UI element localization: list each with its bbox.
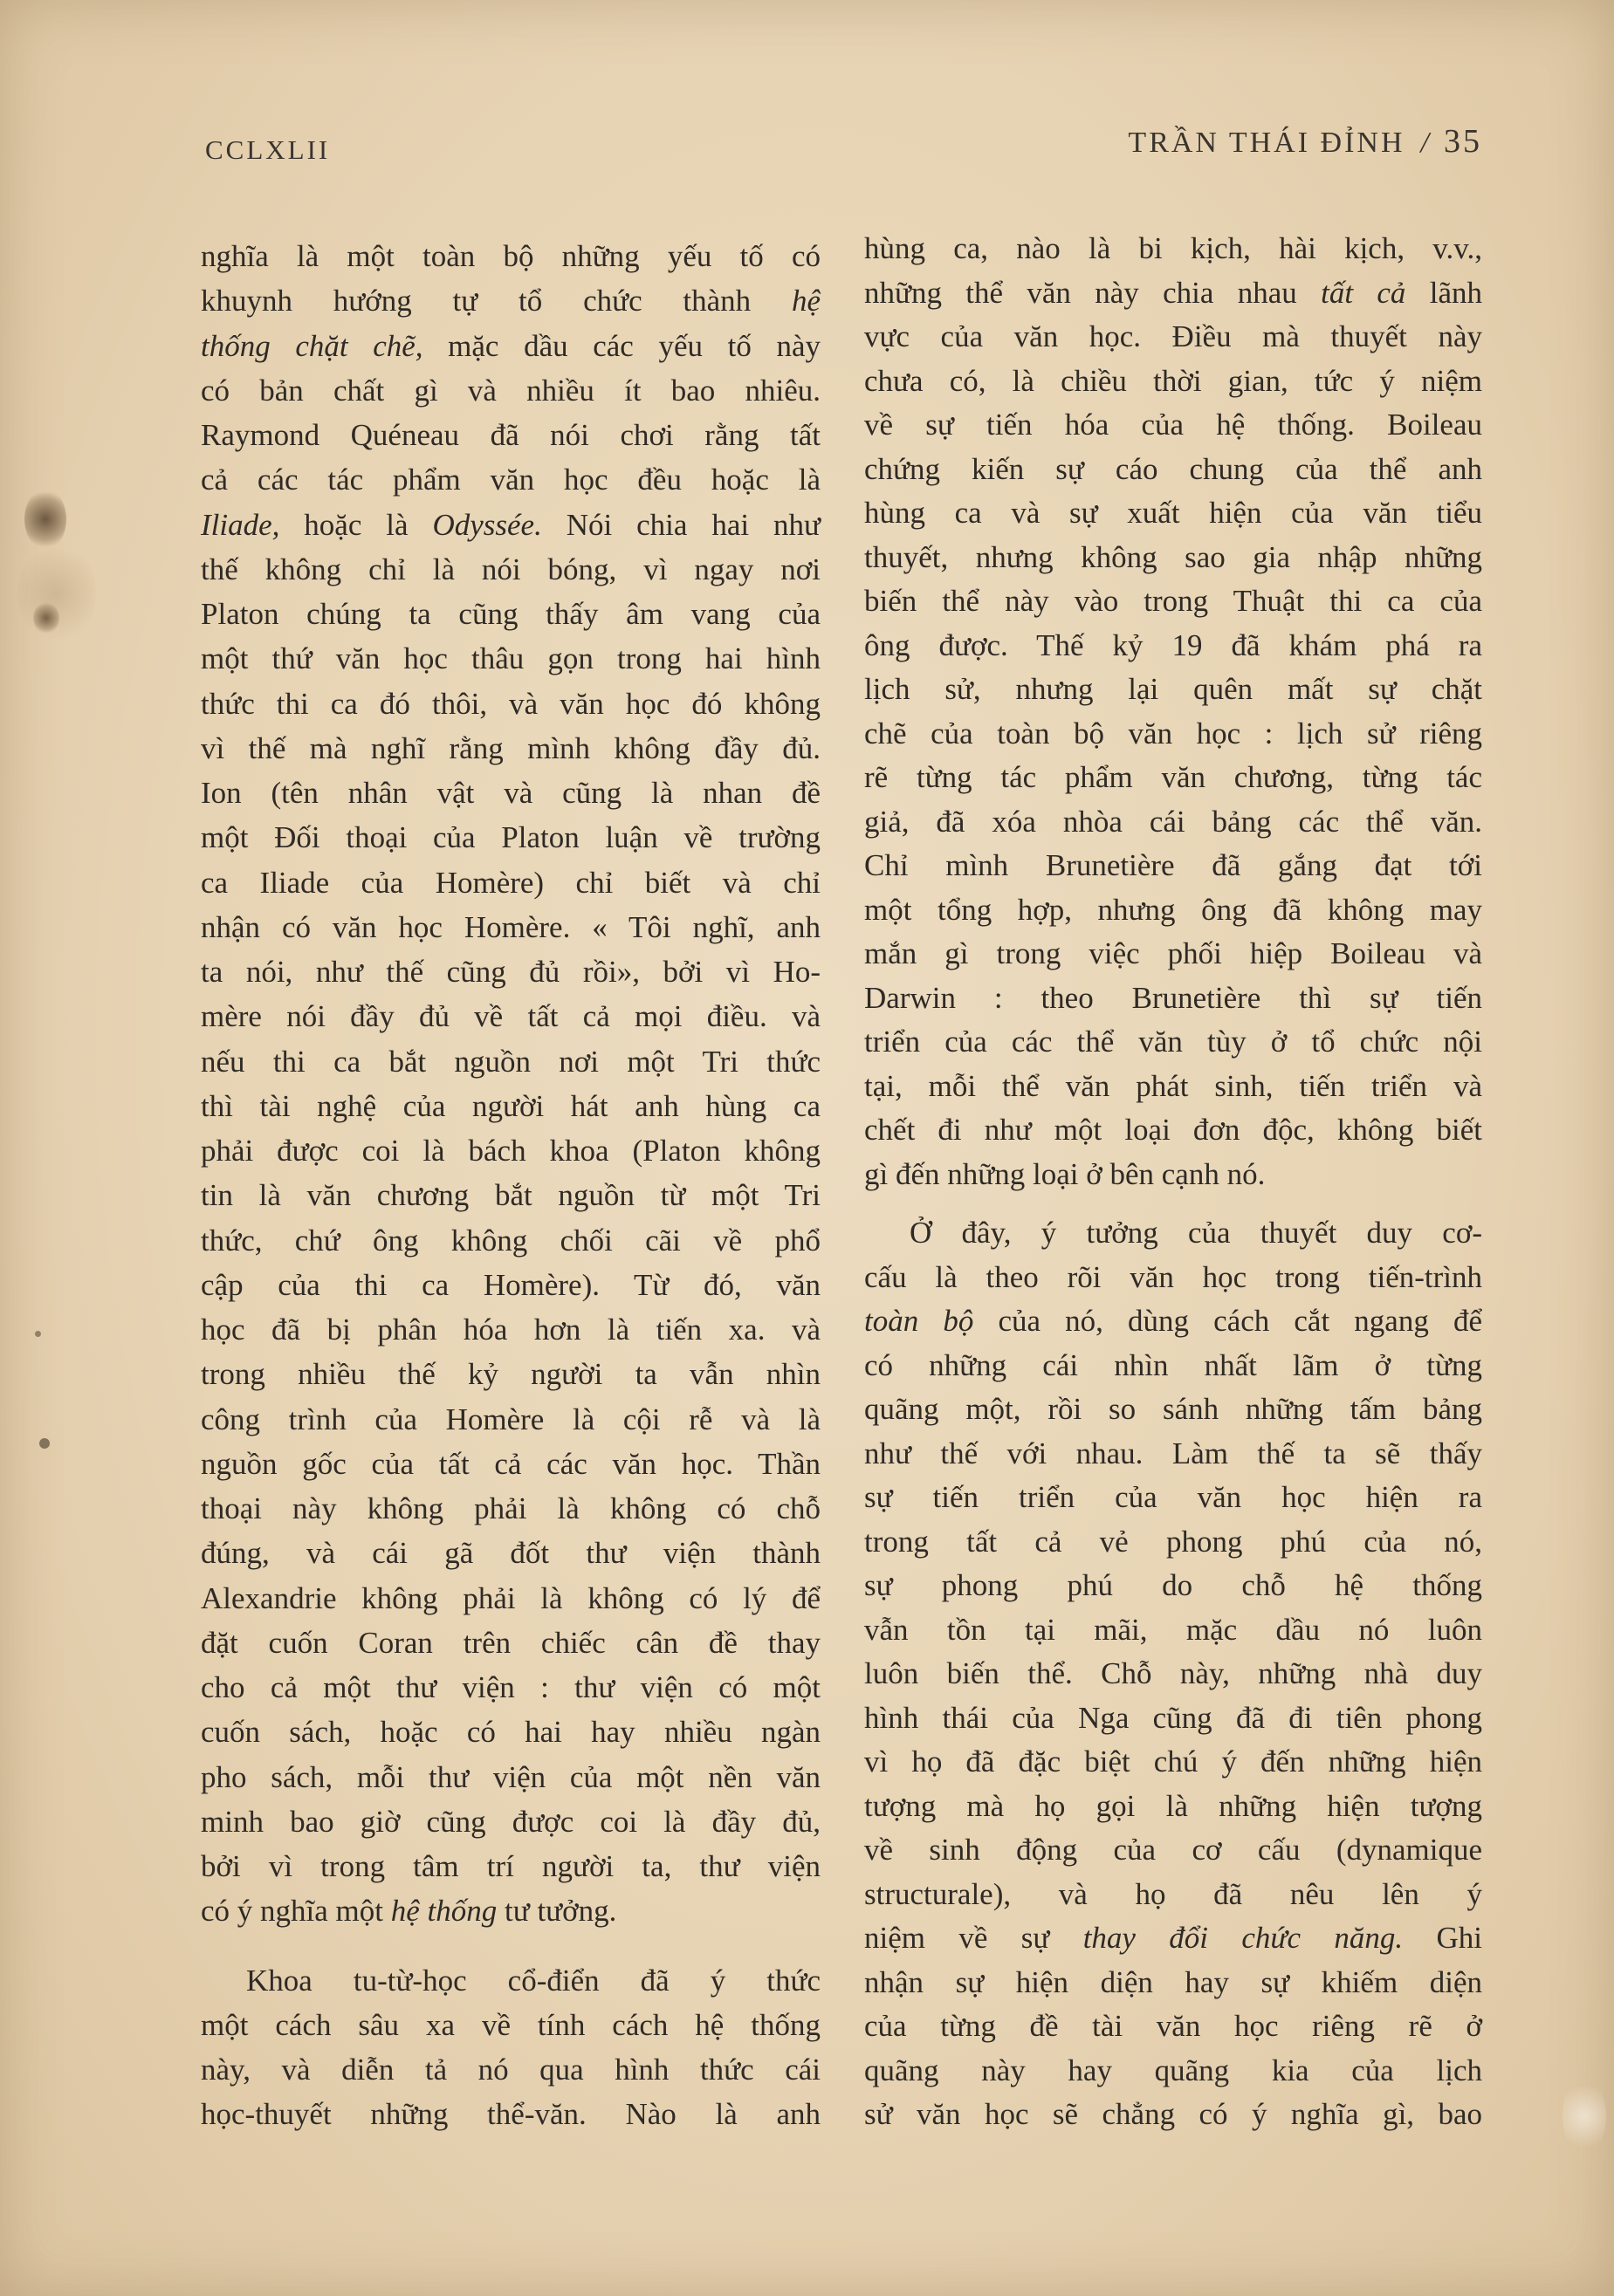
text-line: nếu thi ca bắt nguồn nơi một Tri thức [201, 1044, 821, 1079]
text-line: gì đến những loại ở bên cạnh nó. [864, 1156, 1266, 1191]
text-line: Chỉ mình Brunetière đã gắng đạt tới [864, 848, 1482, 882]
paragraph [201, 1958, 821, 2137]
italic-text: hệ [791, 284, 821, 319]
text-line: cho cả một thư viện : thư viện có một [201, 1670, 821, 1704]
text-line: Raymond Quéneau đã nói chơi rằng tất [201, 418, 821, 452]
text-line: mắn gì trong việc phối hiệp Boileau và [864, 936, 1482, 970]
text-line: minh bao giờ cũng được coi là đầy đủ, [201, 1804, 821, 1839]
stain-mark [39, 1438, 50, 1449]
text-line: một tổng hợp, nhưng ông đã không may [864, 892, 1482, 927]
text-line: sự tiến triển của văn học hiện ra [864, 1480, 1482, 1514]
stain-mark [35, 1331, 41, 1337]
text-line: nhận có văn học Homère. « Tôi nghĩ, anh [201, 909, 821, 944]
text-line: Ion (tên nhân vật và cũng là nhan đề [201, 776, 821, 810]
line-text: có ý nghĩa một [201, 1894, 391, 1929]
text-line: giả, đã xóa nhòa cái bảng các thể văn. [864, 804, 1482, 839]
text-line: chết đi như một loại đơn độc, không biết [864, 1113, 1482, 1147]
text-line: phải được coi là bách khoa (Platon không [201, 1134, 821, 1168]
text-line: vì thế mà nghĩ rằng mình không đầy đủ. [201, 730, 821, 765]
text-line: thức, chứ ông không chối cãi về phổ [201, 1223, 821, 1258]
line-text: niệm về sự [864, 1921, 1083, 1955]
text-line: chưa có, là chiều thời gian, tức ý niệm [864, 363, 1482, 398]
text-line: học đã bị phân hóa hơn là tiến xa. và [201, 1312, 821, 1347]
text-line: biến thể này vào trong Thuật thi ca của [864, 584, 1482, 618]
text-line: quãng một, rồi so sánh những tấm bảng [864, 1392, 1482, 1426]
text-line [201, 324, 821, 368]
text-line: vì họ đã đặc biệt chú ý đến những hiện [864, 1744, 1482, 1779]
text-line: bởi vì trong tâm trí người ta, thư viện [201, 1849, 821, 1883]
text-line: thuyết, nhưng không sao gia nhập những [864, 539, 1482, 574]
text-line: structurale), và họ đã nêu lên ý [864, 1876, 1482, 1911]
header-separator: / [1420, 127, 1432, 159]
text-line: hùng ca và sự xuất hiện của văn tiểu [864, 496, 1482, 530]
text-line: ca Iliade của Homère) chỉ biết và chỉ [201, 865, 821, 900]
text-line: tượng mà họ gọi là những hiện tượng [864, 1788, 1482, 1823]
text-line: đặt cuốn Coran trên chiếc cân đề thay [201, 1625, 821, 1660]
italic-text: toàn bộ [864, 1304, 974, 1338]
text-line [201, 1888, 821, 1933]
line-text: Nói chia hai như [541, 507, 821, 542]
page-header-right [1128, 122, 1482, 162]
italic-text: Odyssée. [432, 507, 542, 542]
text-line: thì tài nghệ của người hát anh hùng ca [201, 1088, 821, 1123]
italic-text: tất cả [1321, 275, 1406, 310]
text-line: trong nhiều thế kỷ người ta vẫn nhìn [201, 1357, 821, 1392]
text-line: có những cái nhìn nhất lãm ở từng [864, 1347, 1482, 1382]
text-line: thế không chỉ là nói bóng, vì ngay nơi [201, 552, 821, 586]
text-line: ông được. Thế kỷ 19 đã khám phá ra [864, 627, 1482, 662]
line-text: khuynh hướng tự tổ chức thành [201, 284, 792, 319]
text-line: pho sách, mỗi thư viện của một nền văn [201, 1759, 821, 1794]
text-line [201, 278, 821, 323]
line-text: những thể văn này chia nhau [864, 275, 1322, 310]
text-line: Alexandrie không phải là không có lý để [201, 1580, 821, 1615]
stain-mark [24, 489, 66, 550]
author-name: TRẦN THÁI ĐỈNH [1128, 127, 1405, 159]
text-line: Ở đây, ý tưởng của thuyết duy cơ- [910, 1216, 1482, 1250]
page-number: 35 [1444, 123, 1482, 160]
text-line: một Đối thoại của Platon luận về trường [201, 820, 821, 855]
text-line: nhận sự hiện diện hay sự khiếm diện [864, 1964, 1482, 1999]
stain-mark [33, 602, 59, 634]
italic-text: thống chặt chẽ, [201, 328, 423, 363]
text-line: ta nói, như thế cũng đủ rồi», bởi vì Ho- [201, 955, 821, 989]
text-line: chẽ của toàn bộ văn học : lịch sử riêng [864, 716, 1482, 750]
stain-mark [1562, 2077, 1606, 2155]
text-line [864, 1299, 1482, 1344]
text-line: tại, mỗi thể văn phát sinh, tiến triển và [864, 1068, 1482, 1103]
text-line: về sự tiến hóa của hệ thống. Boileau [864, 408, 1482, 442]
line-text: hoặc là [279, 507, 433, 542]
text-line: công trình của Homère là cội rễ và là [201, 1402, 821, 1436]
text-line [864, 271, 1482, 316]
text-line: triển của các thể văn tùy ở tổ chức nội [864, 1025, 1482, 1059]
text-line: quãng này hay quãng kia của lịch [864, 2053, 1482, 2087]
paragraph [201, 234, 821, 1934]
text-line: rẽ từng tác phẩm văn chương, từng tác [864, 760, 1482, 794]
line-text: tư tưởng. [497, 1894, 617, 1929]
left-column [201, 234, 821, 2137]
line-text: Ghi [1403, 1921, 1483, 1955]
text-line: vực của văn học. Điều mà thuyết này [864, 319, 1482, 353]
paragraph [864, 227, 1482, 1196]
text-line: Darwin : theo Brunetière thì sự tiến [864, 980, 1482, 1015]
text-line: lịch sử, nhưng lại quên mất sự chặt [864, 672, 1482, 706]
paragraph [864, 1211, 1482, 2137]
text-line: nghĩa là một toàn bộ những yếu tố có [201, 239, 821, 273]
text-line: cuốn sách, hoặc có hai hay nhiều ngàn [201, 1715, 821, 1750]
text-line: Khoa tu-từ-học cổ-điển đã ý thức [246, 1963, 821, 1998]
text-line: tin là văn chương bắt nguồn từ một Tri [201, 1178, 821, 1213]
stain-mark [17, 541, 96, 646]
text-line: hùng ca, nào là bi kịch, hài kịch, v.v., [864, 231, 1482, 265]
italic-text: thay đổi chức năng. [1082, 1921, 1404, 1955]
text-line: mère nói đầy đủ về tất cả mọi điều. và [201, 999, 821, 1034]
italic-text: hệ thống [390, 1894, 498, 1929]
text-line: này, và diễn tả nó qua hình thức cái [201, 2053, 821, 2087]
text-line: một cách sâu xa về tính cách hệ thống [201, 2007, 821, 2042]
text-line: học-thuyết những thể-văn. Nào là anh [201, 2097, 821, 2132]
text-line: một thứ văn học thâu gọn trong hai hình [201, 641, 821, 676]
text-line: sự phong phú do chỗ hệ thống [864, 1568, 1482, 1602]
right-column [864, 227, 1482, 2137]
text-line: hình thái của Nga cũng đã đi tiên phong [864, 1700, 1482, 1735]
text-line: của từng đề tài văn học riêng rẽ ở [864, 2009, 1482, 2043]
text-line: vẫn tồn tại mãi, mặc dầu nó luôn [864, 1612, 1482, 1647]
text-line: đúng, và cái gã đốt thư viện thành [201, 1536, 821, 1571]
text-line: cấu là theo rõi văn học trong tiến-trình [864, 1259, 1482, 1294]
text-line: trong tất cả vẻ phong phú của nó, [864, 1524, 1482, 1559]
italic-text: Iliade, [201, 507, 280, 542]
text-line: chứng kiến sự cáo chung của thể anh [864, 451, 1482, 486]
running-head: CCLXLII [205, 134, 331, 165]
text-line: sử văn học sẽ chẳng có ý nghĩa gì, bao [864, 2097, 1482, 2131]
text-line: luôn biến thể. Chỗ này, những nhà duy [864, 1656, 1482, 1690]
line-text: mặc dầu các yếu tố này [422, 328, 821, 363]
text-line [201, 503, 821, 547]
text-line [864, 1916, 1482, 1961]
text-line: thức thi ca đó thôi, và văn học đó không [201, 686, 821, 721]
line-text: của nó, dùng cách cắt ngang để [973, 1304, 1482, 1338]
text-line: về sinh động của cơ cấu (dynamique [864, 1833, 1482, 1867]
text-line: cập của thi ca Homère). Từ đó, văn [201, 1267, 821, 1302]
text-line: như thế với nhau. Làm thế ta sẽ thấy [864, 1436, 1482, 1470]
text-line: có bản chất gì và nhiều ít bao nhiêu. [201, 373, 821, 408]
text-line: thoại này không phải là không có chỗ [201, 1491, 821, 1525]
line-text: lãnh [1405, 275, 1482, 310]
text-line: Platon chúng ta cũng thấy âm vang của [201, 597, 821, 631]
text-line: cả các tác phẩm văn học đều hoặc là [201, 463, 821, 497]
text-line: nguồn gốc của tất cả các văn học. Thần [201, 1446, 821, 1481]
